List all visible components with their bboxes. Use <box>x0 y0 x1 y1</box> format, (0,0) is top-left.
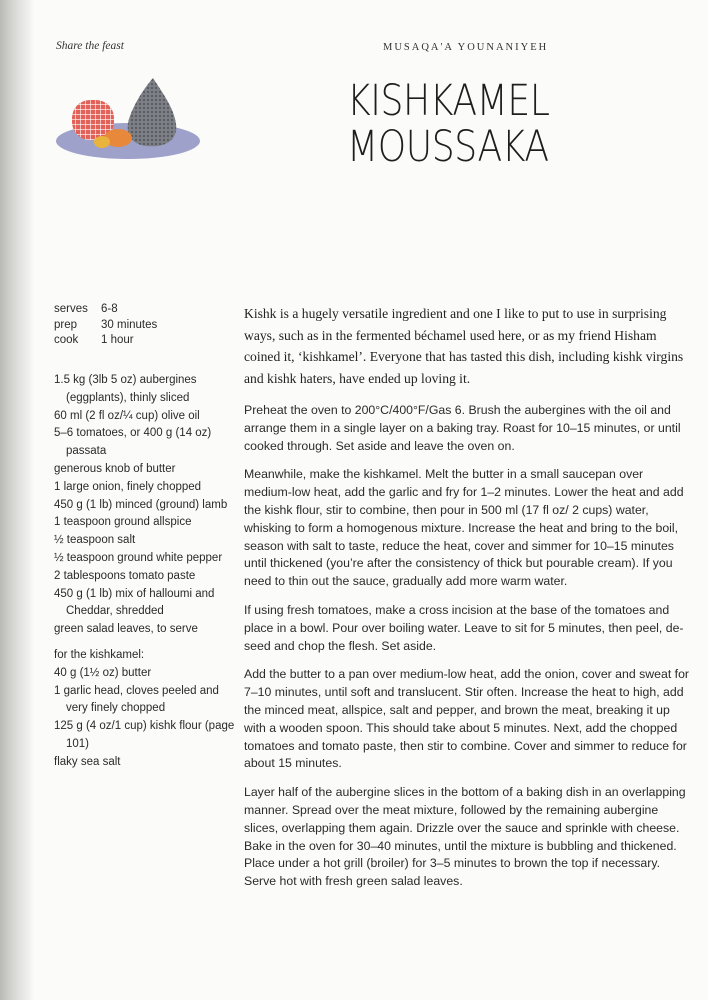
section-label: Share the feast <box>56 40 124 52</box>
method-step: If using fresh tomatoes, make a cross incision at the base of the tomatoes and place in a bowl. Pour over boiling water. Leave to sit for 5 minutes, then peel, de-seed and chop the flesh. Set aside. <box>244 602 684 653</box>
ingredient-item: 5–6 tomatoes, or 400 g (14 oz) passata <box>54 427 212 458</box>
book-spine-shadow <box>0 0 34 1000</box>
kishkamel-ingredient: 1 garlic head, cloves peeled and very finely chopped <box>54 684 219 715</box>
method-step: Add the butter to a pan over medium-low heat, add the onion, cover and sweat for 7–10 minutes, until soft and translucent. Stir often. Increase the heat to high, add the minced meat, allspice, salt and pepper, and brown the meat, breaking it up with a wooden spoon. This should take about 5 minutes. Next, add the chopped tomatoes and tomato paste, then stir to combine. Cover and simmer to reduce for about 15 minutes. <box>244 667 690 771</box>
method-step: Layer half of the aubergine slices in the bottom of a baking dish in an overlapping manner. Spread over the meat mixture, followed by the remaining aubergine slices, overlapping them again. Drizzle over the sauce and sprinkle with cheese. Bake in the oven for 30–40 minutes, until the mixture is bubbling and thickened. Place under a hot grill (broiler) for 3–5 minutes to brown the top if necessary. Serve hot with fresh green salad leaves. <box>244 785 686 889</box>
meta-key: serves <box>54 303 88 315</box>
vegetables-illustration <box>50 74 200 166</box>
method-steps <box>244 402 690 902</box>
aubergine-pattern <box>128 78 176 146</box>
kishkamel-ingredient: 40 g (1½ oz) butter <box>54 666 152 679</box>
ingredient-item: 60 ml (2 fl oz/¼ cup) olive oil <box>54 409 200 422</box>
ingredient-item: generous knob of butter <box>54 462 176 475</box>
kishkamel-heading: for the kishkamel: <box>54 648 145 661</box>
ingredient-item: 1.5 kg (3lb 5 oz) aubergines (eggplants), thinly sliced <box>54 374 197 404</box>
ingredient-item: 1 large onion, finely chopped <box>54 480 202 493</box>
ingredient-item: green salad leaves, to serve <box>54 623 198 636</box>
cook-row <box>54 333 157 349</box>
title-line-1: KISHKAMEL <box>347 76 550 126</box>
meta-key: prep <box>54 318 78 331</box>
ingredient-item: 1 teaspoon ground allspice <box>54 516 192 529</box>
serves-row <box>54 302 157 318</box>
meta-value: 30 minutes <box>101 318 158 331</box>
method-step: Meanwhile, make the kishkamel. Melt the butter in a small saucepan over medium-low heat, add the garlic and fry for 1–2 minutes. Lower the heat and add the kishk flour, stir to combine, then pour in 500 ml (17 fl oz/ 2 cups) water, whisking to form a homogenous mixture. Increase the heat and bring to the boil, season with salt to taste, reduce the heat, cover and simmer for 10–15 minutes until thickened (you’re after the consistency of thick but pourable cream). If you need to thin out the sauce, gradually add more warm water. <box>244 467 684 589</box>
ingredients-list <box>54 372 239 772</box>
kishkamel-ingredient: flaky sea salt <box>54 755 121 768</box>
meta-key: cook <box>54 334 79 346</box>
prep-row <box>54 318 157 334</box>
meta-value: 1 hour <box>101 334 134 346</box>
serving-info <box>54 302 157 349</box>
recipe-intro: Kishk is a hugely versatile ingredient and one I like to put to use in surprising ways, such as in the fermented béchamel used here, or as my friend Hisham coined it, ‘kishkamel’. Everyone that has tasted this dish, including kishk virgins and kishk haters, have ended up loving it. <box>244 306 684 386</box>
meta-value: 6-8 <box>101 303 118 315</box>
ingredient-item: 450 g (1 lb) minced (ground) lamb <box>54 498 228 511</box>
ingredient-item: ½ teaspoon ground white pepper <box>54 551 223 564</box>
method-step: Preheat the oven to 200°C/400°F/Gas 6. Brush the aubergines with the oil and arrange them in a single layer on a baking tray. Roast for 10–15 minutes, or until cooked through. Set aside and leave the oven on. <box>244 403 681 453</box>
ingredient-item: 2 tablespoons tomato paste <box>54 569 196 582</box>
recipe-title <box>347 78 550 170</box>
title-line-2: MOUSSAKA <box>347 122 549 172</box>
lemon-shape <box>94 136 110 148</box>
recipe-subtitle: MUSAQA'A YOUNANIYEH <box>383 42 549 53</box>
ingredient-item: ½ teaspoon salt <box>54 534 136 547</box>
kishkamel-ingredient: 125 g (4 oz/1 cup) kishk flour (page 101) <box>54 720 235 750</box>
ingredient-item: 450 g (1 lb) mix of halloumi and Cheddar, shredded <box>54 587 215 618</box>
